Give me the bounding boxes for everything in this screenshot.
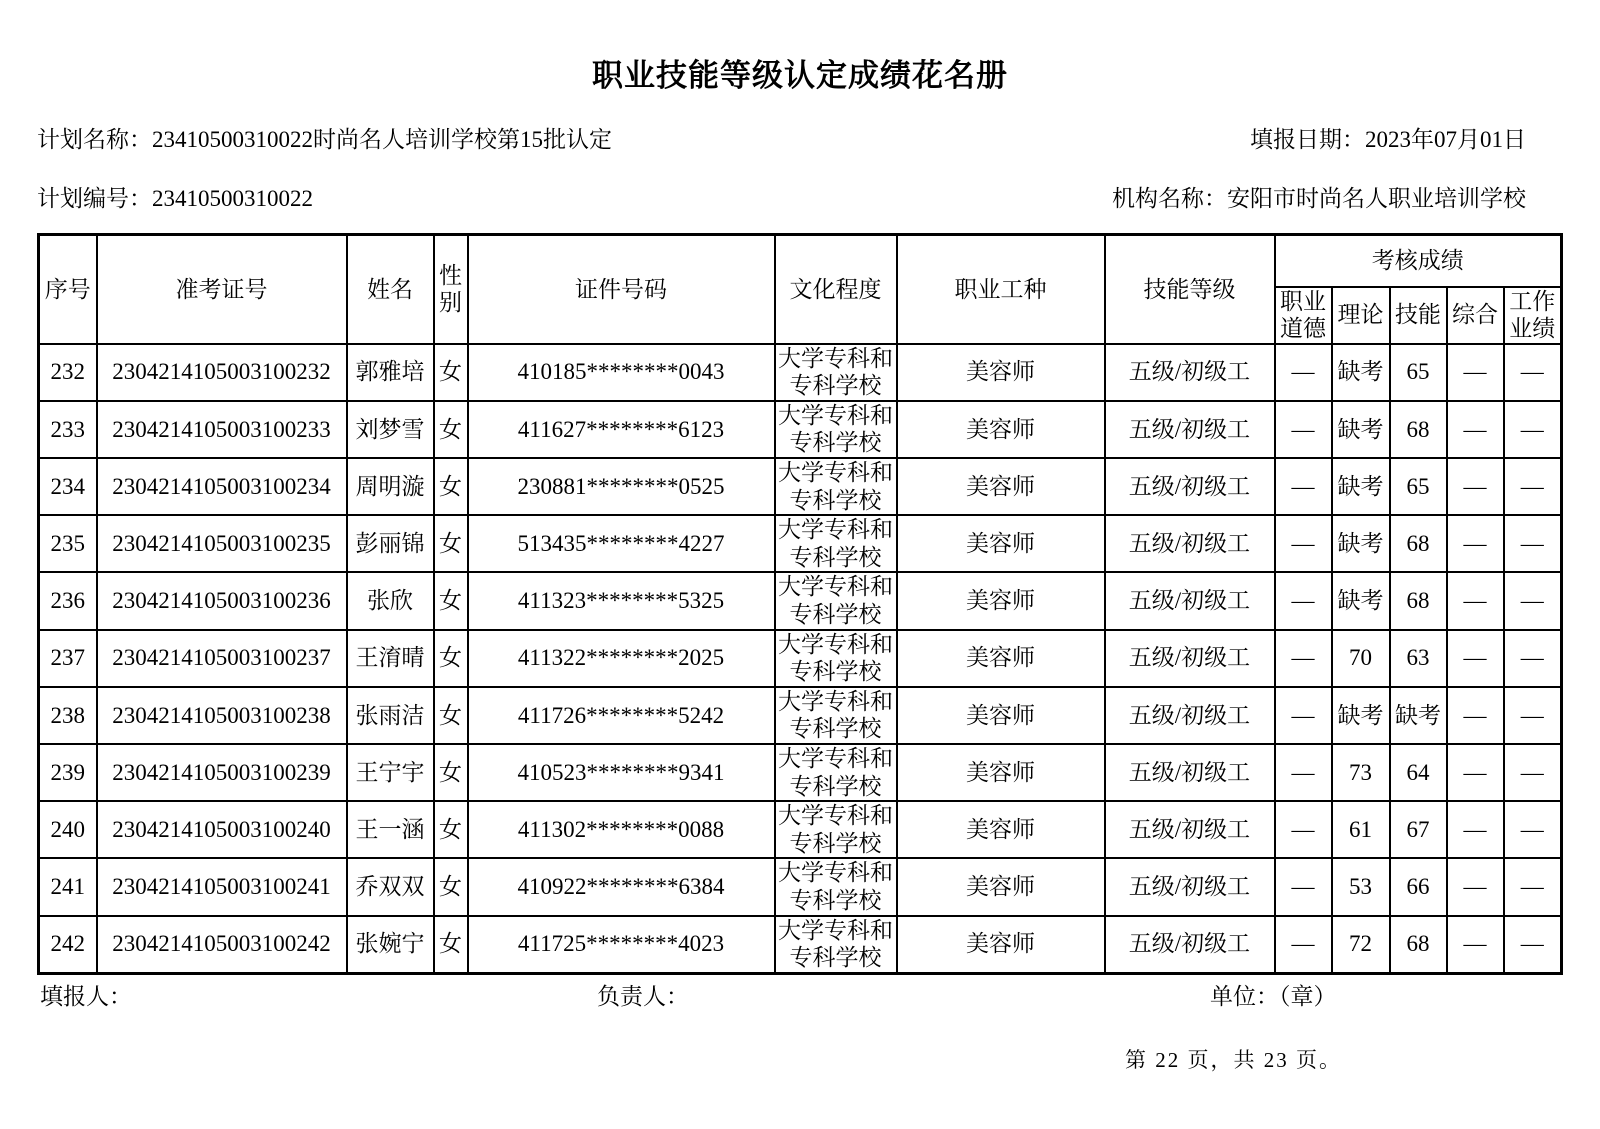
skill-score-cell: 68 xyxy=(1390,515,1447,572)
performance-score-cell: — xyxy=(1504,801,1562,858)
theory-score-cell: 缺考 xyxy=(1332,687,1390,744)
gender-cell: 女 xyxy=(434,801,468,858)
header-ethics: 职业道德 xyxy=(1275,287,1332,344)
level-cell: 五级/初级工 xyxy=(1105,858,1275,915)
seq-cell: 241 xyxy=(39,858,97,915)
report-date: 填报日期：2023年07月01日 xyxy=(1250,127,1526,152)
table-row xyxy=(39,687,1562,744)
theory-score-cell: 缺考 xyxy=(1332,515,1390,572)
theory-score-cell: 61 xyxy=(1332,801,1390,858)
name-cell: 王淯晴 xyxy=(347,630,434,687)
header-comprehensive: 综合 xyxy=(1447,287,1504,344)
level-cell: 五级/初级工 xyxy=(1105,630,1275,687)
theory-score-cell: 缺考 xyxy=(1332,572,1390,629)
ethics-score-cell: — xyxy=(1275,801,1332,858)
level-cell: 五级/初级工 xyxy=(1105,344,1275,401)
header-row-1 xyxy=(39,235,1562,287)
roster-table xyxy=(37,233,1563,975)
comprehensive-score-cell: — xyxy=(1447,916,1504,974)
skill-score-cell: 68 xyxy=(1390,916,1447,974)
comprehensive-score-cell: — xyxy=(1447,858,1504,915)
name-cell: 彭丽锦 xyxy=(347,515,434,572)
header-id-no: 证件号码 xyxy=(468,235,775,344)
skill-score-cell: 63 xyxy=(1390,630,1447,687)
education-cell: 大学专科和专科学校 xyxy=(775,687,897,744)
occupation-cell: 美容师 xyxy=(897,515,1105,572)
header-theory: 理论 xyxy=(1332,287,1390,344)
header-performance: 工作业绩 xyxy=(1504,287,1562,344)
meta-section xyxy=(37,121,1526,213)
comprehensive-score-cell: — xyxy=(1447,801,1504,858)
table-row xyxy=(39,630,1562,687)
header-gender: 性别 xyxy=(434,235,468,344)
name-cell: 乔双双 xyxy=(347,858,434,915)
org-name: 机构名称：安阳市时尚名人职业培训学校 xyxy=(1112,186,1526,211)
occupation-cell: 美容师 xyxy=(897,916,1105,974)
exam-no-cell: 2304214105003100235 xyxy=(97,515,347,572)
theory-score-cell: 53 xyxy=(1332,858,1390,915)
id-no-cell: 410922********6384 xyxy=(468,858,775,915)
level-cell: 五级/初级工 xyxy=(1105,401,1275,458)
seq-cell: 236 xyxy=(39,572,97,629)
level-cell: 五级/初级工 xyxy=(1105,916,1275,974)
occupation-cell: 美容师 xyxy=(897,401,1105,458)
gender-cell: 女 xyxy=(434,515,468,572)
ethics-score-cell: — xyxy=(1275,630,1332,687)
education-cell: 大学专科和专科学校 xyxy=(775,572,897,629)
gender-cell: 女 xyxy=(434,687,468,744)
gender-cell: 女 xyxy=(434,344,468,401)
occupation-cell: 美容师 xyxy=(897,744,1105,801)
performance-score-cell: — xyxy=(1504,858,1562,915)
exam-no-cell: 2304214105003100238 xyxy=(97,687,347,744)
header-level: 技能等级 xyxy=(1105,235,1275,344)
occupation-cell: 美容师 xyxy=(897,458,1105,515)
performance-score-cell: — xyxy=(1504,630,1562,687)
gender-cell: 女 xyxy=(434,858,468,915)
occupation-cell: 美容师 xyxy=(897,858,1105,915)
exam-no-cell: 2304214105003100242 xyxy=(97,916,347,974)
table-row xyxy=(39,572,1562,629)
education-cell: 大学专科和专科学校 xyxy=(775,744,897,801)
meta-row-2 xyxy=(37,180,1526,213)
performance-score-cell: — xyxy=(1504,687,1562,744)
ethics-score-cell: — xyxy=(1275,344,1332,401)
comprehensive-score-cell: — xyxy=(1447,401,1504,458)
theory-score-cell: 缺考 xyxy=(1332,401,1390,458)
table-row xyxy=(39,515,1562,572)
id-no-cell: 411322********2025 xyxy=(468,630,775,687)
manager-label: 负责人： xyxy=(597,984,689,1009)
exam-no-cell: 2304214105003100239 xyxy=(97,744,347,801)
comprehensive-score-cell: — xyxy=(1447,687,1504,744)
skill-score-cell: 64 xyxy=(1390,744,1447,801)
header-exam-no: 准考证号 xyxy=(97,235,347,344)
exam-no-cell: 2304214105003100234 xyxy=(97,458,347,515)
id-no-cell: 411302********0088 xyxy=(468,801,775,858)
seq-cell: 232 xyxy=(39,344,97,401)
gender-cell: 女 xyxy=(434,458,468,515)
theory-score-cell: 缺考 xyxy=(1332,458,1390,515)
table-row xyxy=(39,916,1562,974)
comprehensive-score-cell: — xyxy=(1447,744,1504,801)
occupation-cell: 美容师 xyxy=(897,572,1105,629)
level-cell: 五级/初级工 xyxy=(1105,687,1275,744)
roster-body xyxy=(39,344,1562,974)
skill-score-cell: 65 xyxy=(1390,458,1447,515)
skill-score-cell: 68 xyxy=(1390,401,1447,458)
exam-no-cell: 2304214105003100241 xyxy=(97,858,347,915)
theory-score-cell: 72 xyxy=(1332,916,1390,974)
education-cell: 大学专科和专科学校 xyxy=(775,401,897,458)
gender-cell: 女 xyxy=(434,916,468,974)
education-cell: 大学专科和专科学校 xyxy=(775,515,897,572)
header-occupation: 职业工种 xyxy=(897,235,1105,344)
table-row xyxy=(39,858,1562,915)
ethics-score-cell: — xyxy=(1275,916,1332,974)
name-cell: 刘梦雪 xyxy=(347,401,434,458)
gender-cell: 女 xyxy=(434,744,468,801)
name-cell: 张雨洁 xyxy=(347,687,434,744)
id-no-cell: 411627********6123 xyxy=(468,401,775,458)
ethics-score-cell: — xyxy=(1275,401,1332,458)
unit-seal-label: 单位：（章） xyxy=(1210,984,1337,1009)
level-cell: 五级/初级工 xyxy=(1105,801,1275,858)
occupation-cell: 美容师 xyxy=(897,801,1105,858)
ethics-score-cell: — xyxy=(1275,744,1332,801)
education-cell: 大学专科和专科学校 xyxy=(775,630,897,687)
name-cell: 王一涵 xyxy=(347,801,434,858)
performance-score-cell: — xyxy=(1504,744,1562,801)
name-cell: 周明漩 xyxy=(347,458,434,515)
id-no-cell: 411725********4023 xyxy=(468,916,775,974)
page-indicator: 第 22 页，共 23 页。 xyxy=(1125,1048,1342,1072)
header-seq: 序号 xyxy=(39,235,97,344)
name-cell: 王宁宇 xyxy=(347,744,434,801)
table-row xyxy=(39,801,1562,858)
id-no-cell: 230881********0525 xyxy=(468,458,775,515)
header-skill: 技能 xyxy=(1390,287,1447,344)
ethics-score-cell: — xyxy=(1275,572,1332,629)
header-score-group: 考核成绩 xyxy=(1275,235,1562,287)
seq-cell: 238 xyxy=(39,687,97,744)
theory-score-cell: 缺考 xyxy=(1332,344,1390,401)
education-cell: 大学专科和专科学校 xyxy=(775,344,897,401)
comprehensive-score-cell: — xyxy=(1447,515,1504,572)
filler-label: 填报人： xyxy=(40,984,132,1009)
education-cell: 大学专科和专科学校 xyxy=(775,458,897,515)
performance-score-cell: — xyxy=(1504,515,1562,572)
education-cell: 大学专科和专科学校 xyxy=(775,858,897,915)
performance-score-cell: — xyxy=(1504,401,1562,458)
skill-score-cell: 68 xyxy=(1390,572,1447,629)
occupation-cell: 美容师 xyxy=(897,630,1105,687)
table-row xyxy=(39,744,1562,801)
exam-no-cell: 2304214105003100233 xyxy=(97,401,347,458)
name-cell: 张欣 xyxy=(347,572,434,629)
seq-cell: 240 xyxy=(39,801,97,858)
comprehensive-score-cell: — xyxy=(1447,344,1504,401)
performance-score-cell: — xyxy=(1504,458,1562,515)
id-no-cell: 410523********9341 xyxy=(468,744,775,801)
gender-cell: 女 xyxy=(434,572,468,629)
occupation-cell: 美容师 xyxy=(897,687,1105,744)
ethics-score-cell: — xyxy=(1275,687,1332,744)
plan-name: 计划名称：23410500310022时尚名人培训学校第15批认定 xyxy=(37,127,612,152)
header-name: 姓名 xyxy=(347,235,434,344)
table-row xyxy=(39,401,1562,458)
gender-cell: 女 xyxy=(434,630,468,687)
level-cell: 五级/初级工 xyxy=(1105,458,1275,515)
skill-score-cell: 67 xyxy=(1390,801,1447,858)
plan-number: 计划编号：23410500310022 xyxy=(37,186,313,211)
meta-row-1 xyxy=(37,121,1526,154)
exam-no-cell: 2304214105003100240 xyxy=(97,801,347,858)
table-row xyxy=(39,458,1562,515)
level-cell: 五级/初级工 xyxy=(1105,572,1275,629)
education-cell: 大学专科和专科学校 xyxy=(775,916,897,974)
skill-score-cell: 66 xyxy=(1390,858,1447,915)
exam-no-cell: 2304214105003100237 xyxy=(97,630,347,687)
level-cell: 五级/初级工 xyxy=(1105,515,1275,572)
seq-cell: 239 xyxy=(39,744,97,801)
seq-cell: 233 xyxy=(39,401,97,458)
ethics-score-cell: — xyxy=(1275,515,1332,572)
id-no-cell: 513435********4227 xyxy=(468,515,775,572)
signature-row xyxy=(0,978,1600,1008)
gender-cell: 女 xyxy=(434,401,468,458)
theory-score-cell: 70 xyxy=(1332,630,1390,687)
performance-score-cell: — xyxy=(1504,572,1562,629)
roster-header xyxy=(39,235,1562,344)
id-no-cell: 410185********0043 xyxy=(468,344,775,401)
education-cell: 大学专科和专科学校 xyxy=(775,801,897,858)
exam-no-cell: 2304214105003100232 xyxy=(97,344,347,401)
page-title: 职业技能等级认定成绩花名册 xyxy=(592,58,1008,93)
occupation-cell: 美容师 xyxy=(897,344,1105,401)
id-no-cell: 411323********5325 xyxy=(468,572,775,629)
id-no-cell: 411726********5242 xyxy=(468,687,775,744)
performance-score-cell: — xyxy=(1504,916,1562,974)
comprehensive-score-cell: — xyxy=(1447,572,1504,629)
seq-cell: 234 xyxy=(39,458,97,515)
comprehensive-score-cell: — xyxy=(1447,630,1504,687)
performance-score-cell: — xyxy=(1504,344,1562,401)
ethics-score-cell: — xyxy=(1275,858,1332,915)
exam-no-cell: 2304214105003100236 xyxy=(97,572,347,629)
skill-score-cell: 65 xyxy=(1390,344,1447,401)
comprehensive-score-cell: — xyxy=(1447,458,1504,515)
name-cell: 张婉宁 xyxy=(347,916,434,974)
header-education: 文化程度 xyxy=(775,235,897,344)
skill-score-cell: 缺考 xyxy=(1390,687,1447,744)
table-row xyxy=(39,344,1562,401)
seq-cell: 237 xyxy=(39,630,97,687)
seq-cell: 242 xyxy=(39,916,97,974)
seq-cell: 235 xyxy=(39,515,97,572)
name-cell: 郭雅培 xyxy=(347,344,434,401)
ethics-score-cell: — xyxy=(1275,458,1332,515)
theory-score-cell: 73 xyxy=(1332,744,1390,801)
level-cell: 五级/初级工 xyxy=(1105,744,1275,801)
